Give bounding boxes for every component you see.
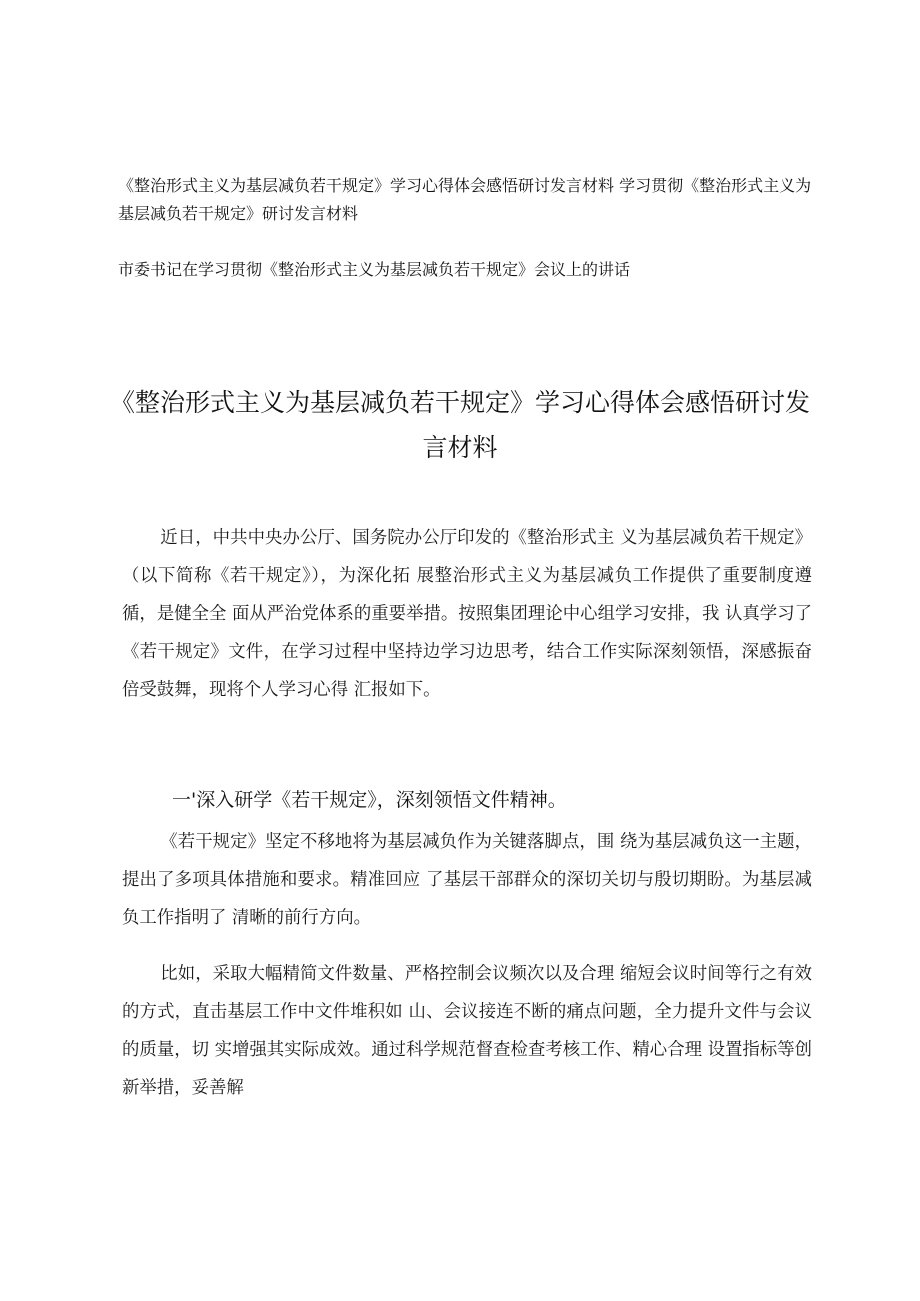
body-paragraph-2: 《若干规定》坚定不移地将为基层减负作为关键落脚点，围 绕为基层减负这一主题，提出了多项具体措施和要求。精准回应 了基层干部群众的深切关切与殷切期盼。为基层减负工作指明了 清晰的前行方向。 xyxy=(122,832,812,928)
section-heading-1: 一'深入研学《若干规定》，深刻领悟文件精神。 xyxy=(172,789,567,811)
body-paragraph-1: 近日，中共中央办公厅、国务院办公厅印发的《整治形式主 义为基层减负若干规定》（以下简称《若干规定》），为深化拓 展整治形式主义为基层减负工作提供了重要制度遵循，是健全全 面从严治党体系的重要举措。按照集团理论中心组学习安排，我 认真学习了《若干规定》文件，在学习过程中坚持边学习边思考，结合工作实际深刻领悟，深感振奋倍受鼓舞，现将个人学习心得 汇报如下。 xyxy=(122,528,812,700)
toc-entry-2: 市委书记在学习贯彻《整治形式主义为基层减负若干规定》会议上的讲话 xyxy=(118,260,631,279)
document-title: 《整治形式主义为基层减负若干规定》学习心得体会感悟研讨发言材料 xyxy=(110,388,811,462)
body-paragraph-3: 比如，采取大幅精简文件数量、严格控制会议频次以及合理 缩短会议时间等行之有效的方式，直击基层工作中文件堆积如 山、会议接连不断的痛点问题，全力提升文件与会议的质量，切 实增强其实际成效。通过科学规范督查检查考核工作、精心合理 设置指标等创新举措，妥善解 xyxy=(122,964,812,1098)
toc-entry-1: 《整治形式主义为基层减负若干规定》学习心得体会感悟研讨发言材料 学习贯彻《整治形式主义为基层减负若干规定》研讨发言材料 xyxy=(118,176,812,223)
